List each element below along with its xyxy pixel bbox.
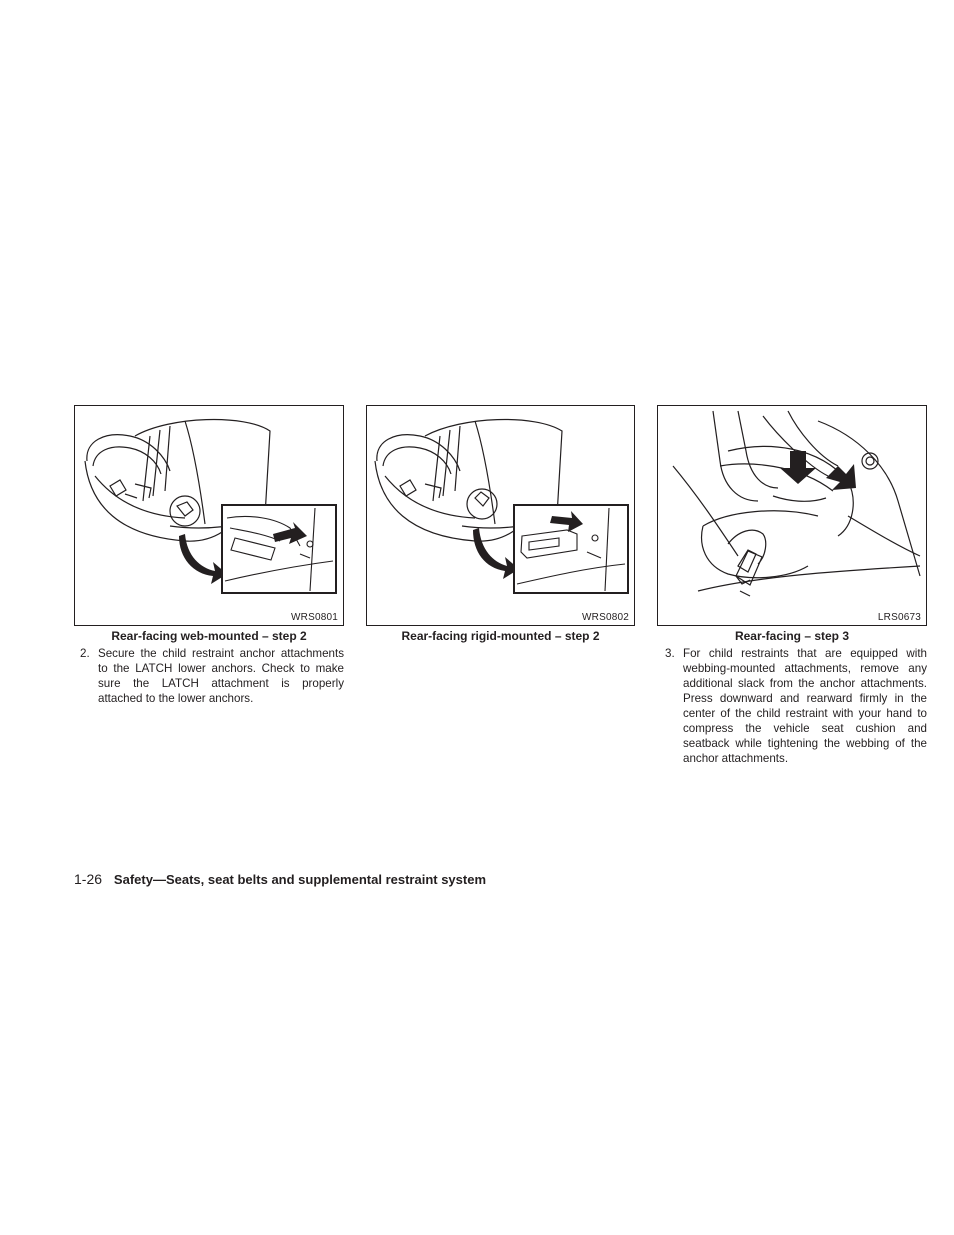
- figure-code: LRS0673: [877, 612, 921, 623]
- step-number: 3.: [665, 647, 675, 660]
- compress-seat-illustration: [658, 406, 927, 626]
- step-text: For child restraints that are equipped with webbing-mounted attachments, remove any additional slack from the anchor attachments. Press downward and rearward firmly in the center of the child restraint with your hand to compress the vehicle seat cushion and seatback while tightening the webbing of the anchor attachments.: [683, 647, 927, 765]
- figure-code: WRS0801: [291, 612, 338, 623]
- figure-rear-facing-step-3: [657, 405, 927, 626]
- step-number: 2.: [80, 647, 90, 660]
- figure-web-mounted-step-2: [74, 405, 344, 626]
- page-number: 1-26: [74, 871, 103, 887]
- web-mounted-latch-illustration: [75, 406, 344, 626]
- page-footer: [74, 871, 486, 887]
- figure-caption: Rear-facing web-mounted – step 2: [111, 629, 307, 643]
- step-3-paragraph: [665, 646, 927, 766]
- section-title: Safety—Seats, seat belts and supplemental restraint system: [113, 872, 487, 887]
- step-2-paragraph: [80, 646, 344, 706]
- figure-code: WRS0802: [582, 612, 629, 623]
- rigid-mounted-latch-illustration: [367, 406, 635, 626]
- figure-caption: Rear-facing rigid-mounted – step 2: [401, 629, 600, 643]
- figure-caption: Rear-facing – step 3: [734, 629, 850, 643]
- figure-rigid-mounted-step-2: [366, 405, 635, 626]
- step-text: Secure the child restraint anchor attachments to the LATCH lower anchors. Check to make sure the LATCH attachment is properly attached to the lower anchors.: [98, 647, 344, 705]
